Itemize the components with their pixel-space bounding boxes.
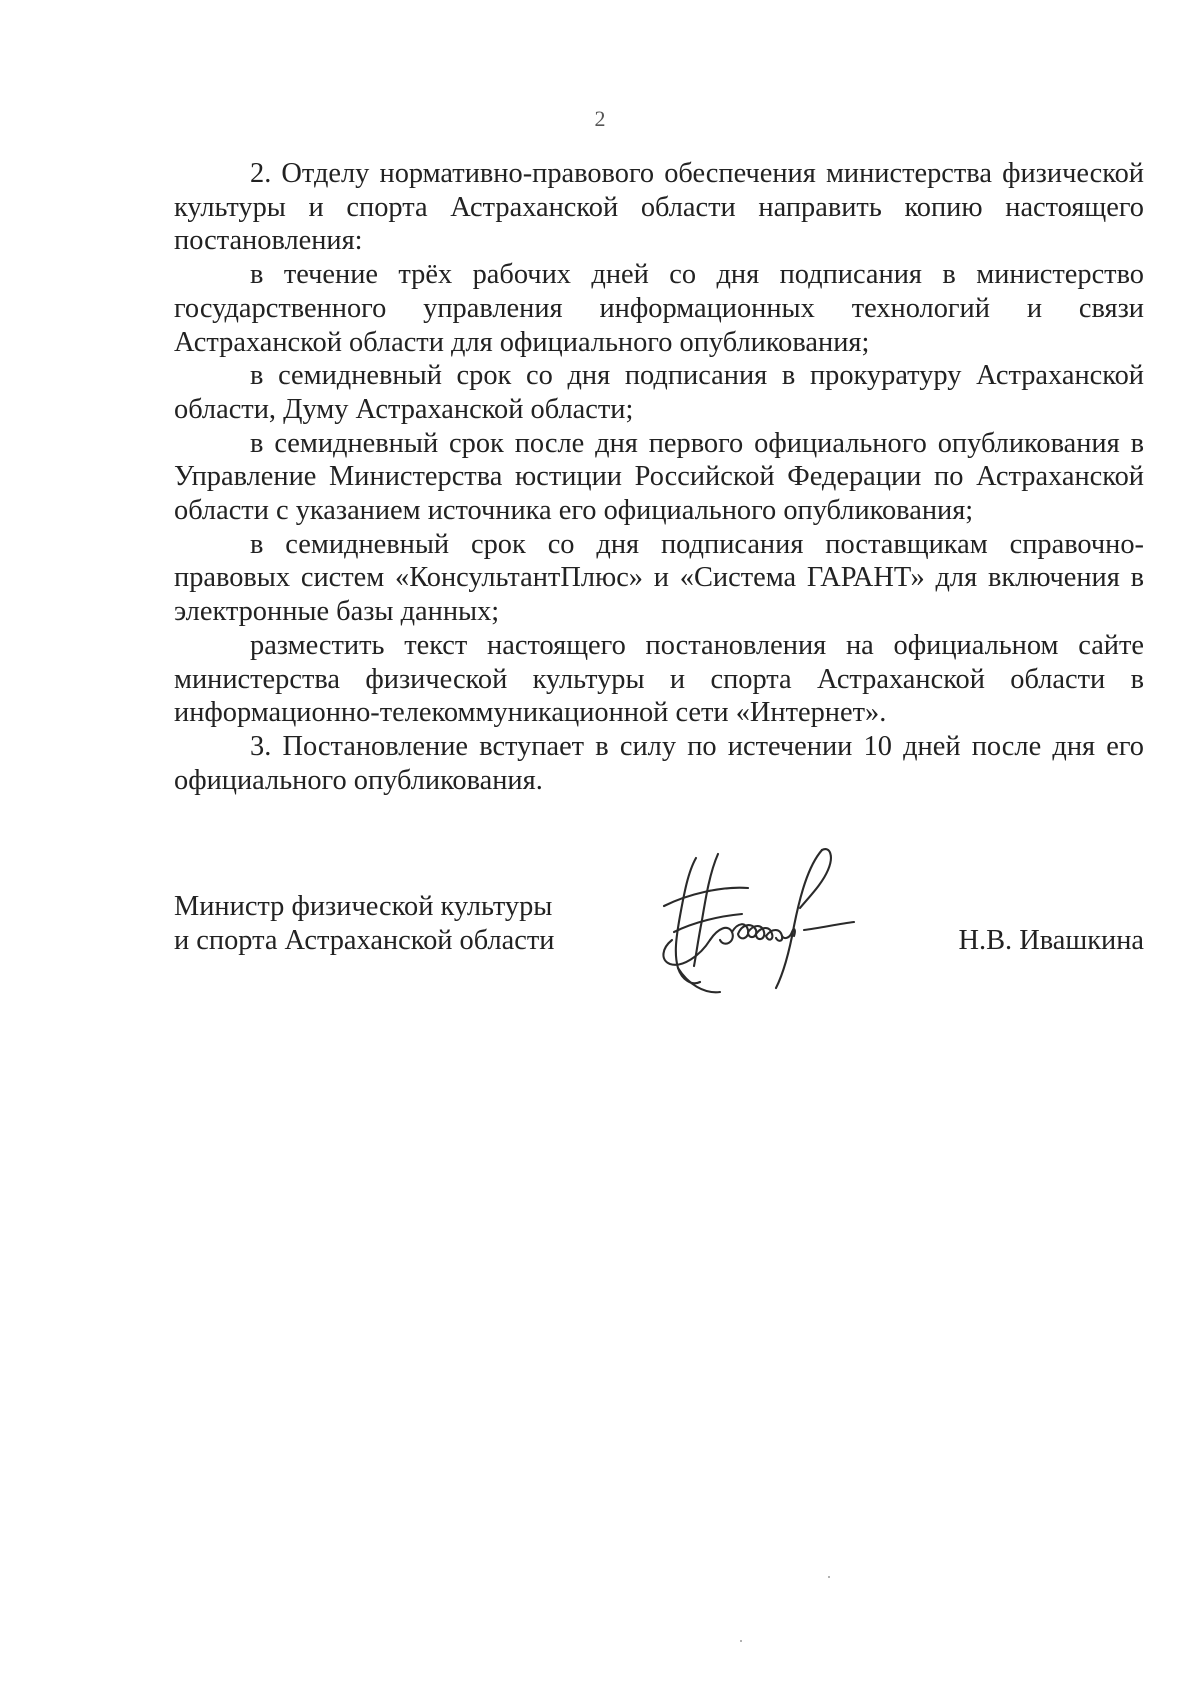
page-number: 2 [594, 106, 606, 131]
signature-block [174, 820, 1144, 1000]
paragraph-item-legal-systems: в семидневный срок со дня подписания поставщикам справочно-правовых систем «КонсультантПлюс» и «Система ГАРАНТ» для включения в электронные базы данных; [174, 528, 1144, 628]
signer-position [174, 890, 554, 958]
document-body [174, 157, 1144, 797]
paragraph-item-ministry-it: в течение трёх рабочих дней со дня подписания в министерство государственного управления информационных технологий и связи Астраханской области для официального опубликования; [174, 259, 1144, 358]
paragraph-item-website: разместить текст настоящего постановления на официальном сайте министерства физической культуры и спорта Астраханской области в информационно-телекоммуникационной сети «Интернет». [174, 629, 1144, 729]
signer-position-line-1: Министр физической культуры [174, 891, 553, 922]
paragraph-item-justice-ministry: в семидневный срок после дня первого официального опубликования в Управление Министерства юстиции Российской Федерации по Астраханской области с указанием источника его официального опубликования; [174, 427, 1144, 527]
paragraph-clause-3: 3. Постановление вступает в силу по истечении 10 дней после дня его официального опубликования. [174, 730, 1144, 796]
paragraph-item-prosecutor: в семидневный срок со дня подписания в прокуратуру Астраханской области, Думу Астраханской области; [174, 360, 1144, 425]
signer-name: Н.В. Ивашкина [958, 925, 1144, 956]
scan-speck [740, 1640, 742, 1642]
handwritten-signature [644, 836, 884, 1001]
paragraph-clause-2: 2. Отделу нормативно-правового обеспечения министерства физической культуры и спорта Астраханской области направить копию настоящего постановления: [174, 158, 1144, 257]
signer-position-line-2: и спорта Астраханской области [174, 925, 555, 956]
scan-speck [828, 1576, 830, 1578]
